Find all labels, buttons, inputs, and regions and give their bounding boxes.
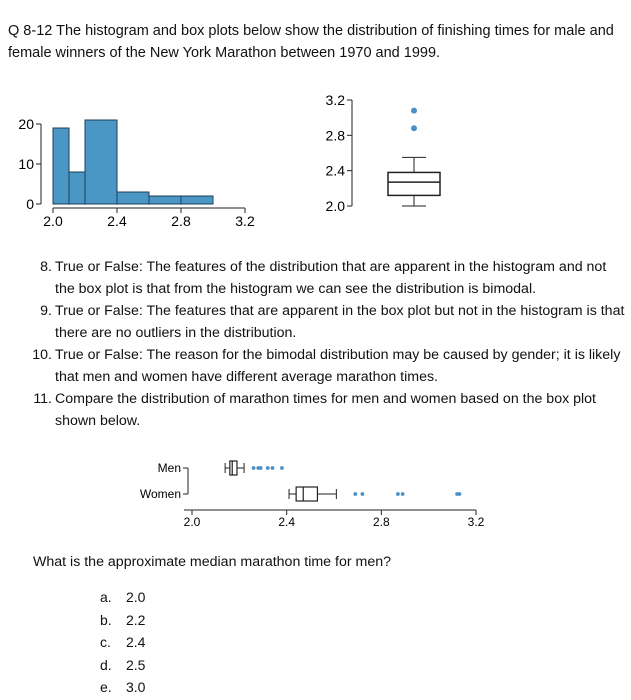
outlier-point [266,466,270,470]
tick-label: 2.0 [325,198,345,214]
tick-label: 2.4 [278,515,296,529]
histogram-bar [53,128,69,204]
outlier-point [396,492,400,496]
choice-a[interactable] [100,586,145,609]
box [388,172,440,195]
choice-text: 3.0 [126,679,146,695]
group-label: Women [139,487,181,501]
choice-c[interactable] [100,631,145,654]
x-tick-label: 3.2 [235,213,255,229]
outlier-point [361,492,365,496]
y-tick-label: 10 [18,156,34,172]
tick-label: 2.4 [325,162,345,179]
question-text: True or False: The features of the distribution that are apparent in the histogram and not the box plot is that from the histogram we can see the distribution is bimodal. [55,259,607,297]
problem-header: Q 8-12 The histogram and box plots below show the distribution of finishing times for male and female winners of the New York Marathon between 1970 and 1999. [8,23,614,61]
outlier-point [280,466,284,470]
outlier-point [458,492,462,496]
outlier-point [271,466,275,470]
choice-text: 2.4 [126,634,146,650]
histogram-bar [117,192,149,204]
question-item [26,256,626,300]
outlier-point [259,466,263,470]
histogram-bar [85,120,117,204]
outlier-point [411,125,417,131]
choice-text: 2.0 [126,589,146,605]
outlier-point [411,108,417,114]
question-number: 11. [33,391,52,407]
x-tick-label: 2.8 [171,213,191,229]
question-prompt: What is the approximate median marathon time for men? [33,554,392,570]
vertical-boxplot-chart [300,84,460,219]
gender-boxplot-chart [120,455,520,530]
question-number: 9. [40,303,52,319]
outlier-point [401,492,405,496]
histogram-bar [69,172,85,204]
choice-letter: e. [100,679,112,695]
histogram-chart [0,96,260,229]
choice-text: 2.5 [126,656,146,673]
question-text: True or False: The reason for the bimodal distribution may be caused by gender; it is likely that men and women have different average marathon times. [55,347,621,385]
y-tick-label: 20 [18,116,34,132]
box [230,461,237,475]
tick-label: 2.8 [325,127,345,144]
question-text: True or False: The features that are apparent in the box plot but not in the histogram is that there are no outliers in the distribution. [55,303,625,341]
x-tick-label: 2.0 [43,213,63,229]
tick-label: 3.2 [467,515,485,529]
box [296,487,317,501]
tick-label: 2.8 [372,515,390,529]
question-item [26,344,626,388]
choice-letter: a. [100,589,112,605]
histogram-bar [149,196,181,204]
choice-letter: b. [100,611,112,628]
choice-e[interactable] [100,676,145,699]
question-item [26,300,626,344]
choice-letter: d. [100,656,112,673]
outlier-point [252,466,256,470]
choice-letter: c. [100,634,111,650]
outlier-point [353,492,357,496]
tick-label: 3.2 [325,92,345,108]
question-text: Compare the distribution of marathon times for men and women based on the box plot shown below. [55,391,597,429]
choice-d[interactable] [100,654,145,677]
group-label: Men [157,461,181,475]
y-tick-label: 0 [26,196,34,212]
choice-text: 2.2 [126,611,146,628]
question-item [26,388,626,432]
question-number: 8. [40,259,52,275]
tick-label: 2.0 [183,515,201,529]
answer-choices [100,586,145,699]
histogram-bar [181,196,213,204]
choice-b[interactable] [100,609,145,632]
question-number: 10. [32,347,52,363]
x-tick-label: 2.4 [107,213,127,229]
question-list [26,256,626,432]
